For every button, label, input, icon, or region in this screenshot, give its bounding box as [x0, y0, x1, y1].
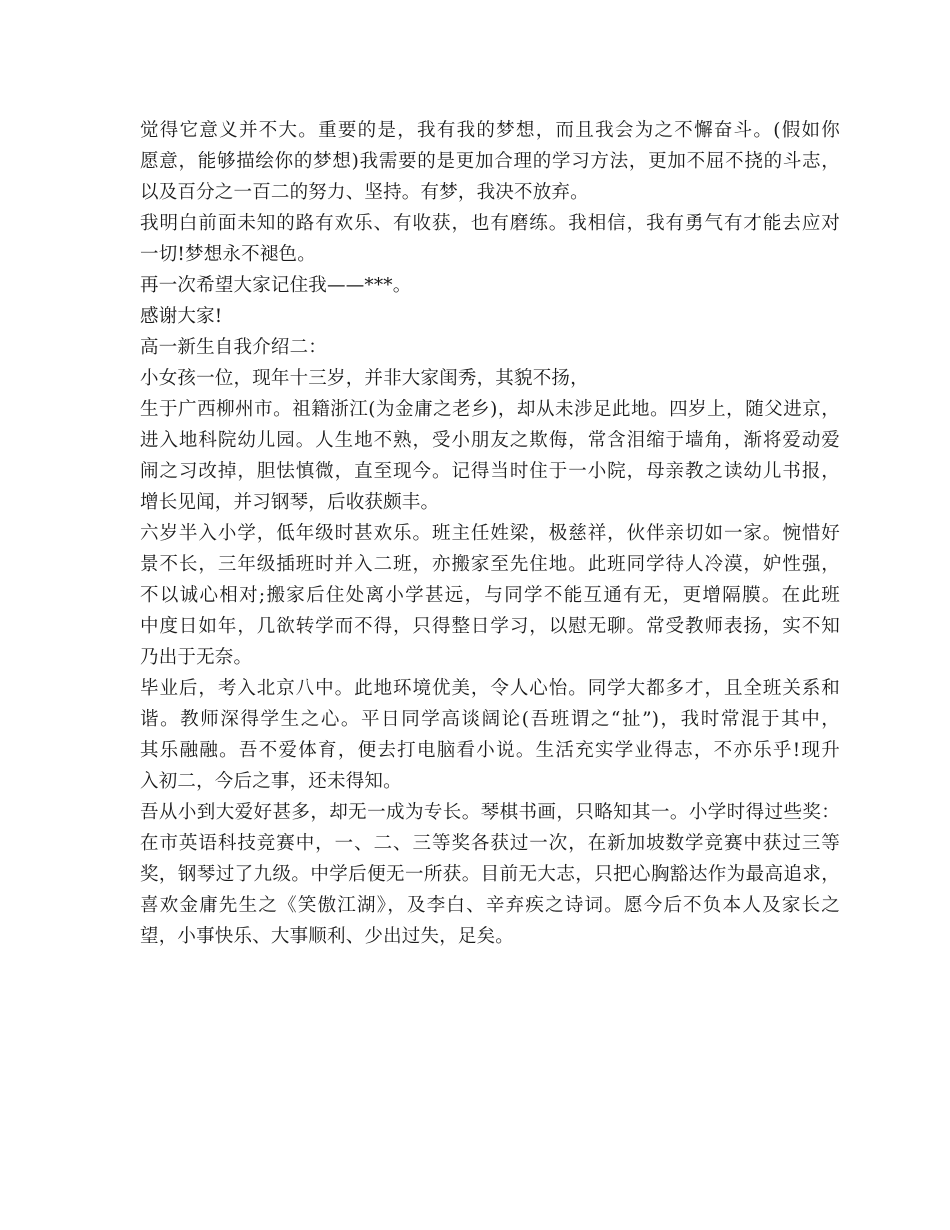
text-line: 增长见闻，并习钢琴，后收获颇丰。 — [140, 492, 440, 513]
section-heading: 高一新生自我介绍二： — [140, 337, 328, 358]
text-line: 其乐融融。吾不爱体育，便去打电脑看小说。生活充实学业得志，不亦乐乎!现升 — [140, 740, 840, 761]
document-body — [140, 115, 840, 952]
text-line: 入初二，今后之事，还未得知。 — [140, 771, 402, 792]
text-line: 毕业后，考入北京八中。此地环境优美，令人心怡。同学大都多才，且全班关系和 — [140, 678, 840, 699]
text-line: 景不长，三年级插班时并入二班，亦搬家至先住地。此班同学待人冷漠，妒性强， — [140, 554, 840, 575]
text-line: 六岁半入小学，低年级时甚欢乐。班主任姓梁，极慈祥，伙伴亲切如一家。惋惜好 — [140, 523, 840, 544]
text-line: 觉得它意义并不大。重要的是，我有我的梦想，而且我会为之不懈奋斗。(假如你 — [140, 120, 840, 141]
text-line: 一切!梦想永不褪色。 — [140, 244, 316, 265]
text-line: 感谢大家! — [140, 306, 223, 327]
text-line: 以及百分之一百二的努力、坚持。有梦，我决不放弃。 — [140, 182, 589, 203]
text-line: 我明白前面未知的路有欢乐、有收获，也有磨练。我相信，我有勇气有才能去应对 — [140, 213, 840, 234]
text-line: 乃出于无奈。 — [140, 647, 253, 668]
text-line: 吾从小到大爱好甚多，却无一成为专长。琴棋书画，只略知其一。小学时得过些奖： — [140, 802, 840, 823]
text-line: 愿意，能够描绘你的梦想)我需要的是更加合理的学习方法，更加不屈不挠的斗志， — [140, 151, 840, 172]
text-line: 奖，钢琴过了九级。中学后便无一所获。目前无大志，只把心胸豁达作为最高追求， — [140, 864, 840, 885]
text-line: 进入地科院幼儿园。人生地不熟，受小朋友之欺侮，常含泪缩于墙角，渐将爱动爱 — [140, 430, 840, 451]
text-line: 喜欢金庸先生之《笑傲江湖》，及李白、辛弃疾之诗词。愿今后不负本人及家长之 — [140, 895, 840, 916]
text-line: 中度日如年，几欲转学而不得，只得整日学习，以慰无聊。常受教师表扬，实不知 — [140, 616, 840, 637]
text-line: 闹之习改掉，胆怯慎微，直至现今。记得当时住于一小院，母亲教之读幼儿书报， — [140, 461, 840, 482]
text-line: 在市英语科技竞赛中，一、二、三等奖各获过一次，在新加坡数学竞赛中获过三等 — [140, 833, 840, 854]
text-line: 谐。教师深得学生之心。平日同学高谈阔论(吾班谓之“扯”)，我时常混于其中， — [140, 709, 840, 730]
text-line: 望，小事快乐、大事顺利、少出过失，足矣。 — [140, 926, 515, 947]
text-line: 小女孩一位，现年十三岁，并非大家闺秀，其貌不扬， — [140, 368, 589, 389]
text-line: 不以诚心相对;搬家后住处离小学甚远，与同学不能互通有无，更增隔膜。在此班 — [140, 585, 840, 606]
text-line: 再一次希望大家记住我——***。 — [140, 275, 412, 296]
text-line: 生于广西柳州市。祖籍浙江(为金庸之老乡)，却从未涉足此地。四岁上，随父进京， — [140, 399, 840, 420]
